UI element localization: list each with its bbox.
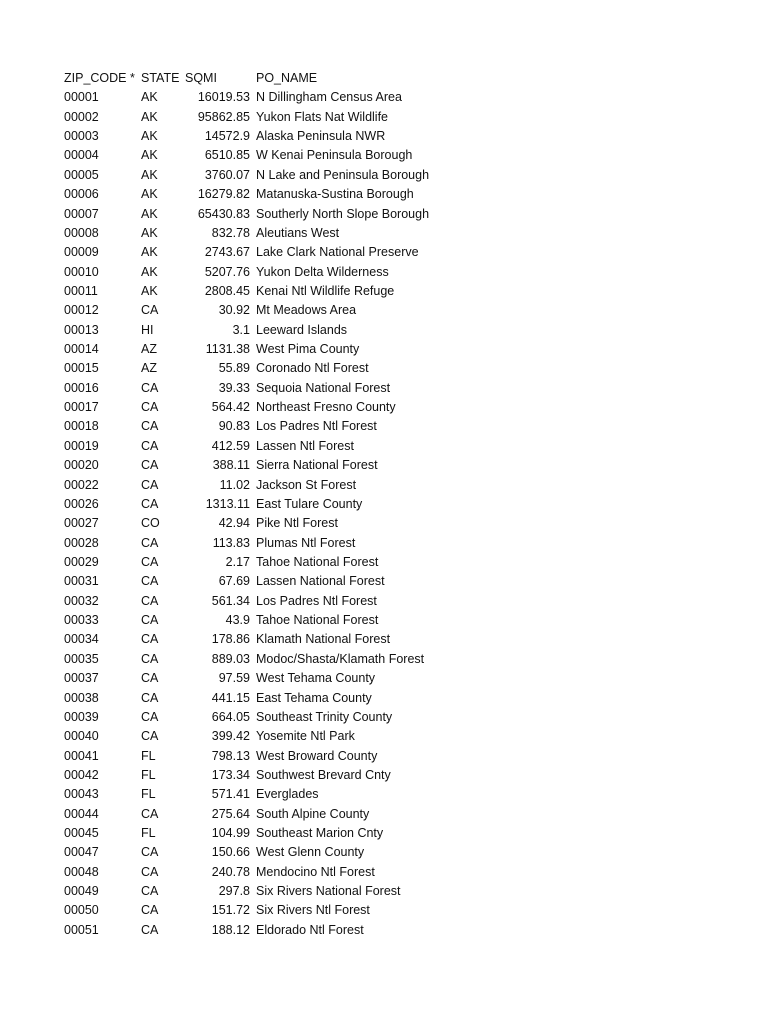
state-cell: AK (141, 283, 158, 298)
state-cell: AK (141, 129, 158, 144)
sqmi-cell: 564.42 (211, 400, 250, 415)
sqmi-cell: 2.17 (225, 554, 250, 569)
zip-code-cell: 00002 (64, 109, 99, 124)
state-cell: HI (141, 322, 154, 337)
zip-code-cell: 00050 (64, 903, 99, 918)
po-name-cell: West Broward County (256, 748, 378, 763)
po-name-cell: Southwest Brevard Cnty (256, 767, 391, 782)
state-cell: CA (141, 613, 159, 628)
zip-code-cell: 00037 (64, 671, 99, 686)
sqmi-cell: 6510.85 (204, 148, 250, 163)
state-cell: CA (141, 729, 159, 744)
sqmi-cell: 16019.53 (197, 90, 250, 105)
state-cell: CA (141, 593, 159, 608)
po-name-cell: Tahoe National Forest (256, 554, 379, 569)
state-cell: FL (141, 826, 156, 841)
sqmi-cell: 889.03 (211, 651, 250, 666)
state-cell: AK (141, 148, 158, 163)
state-cell: AK (141, 187, 158, 202)
zip-code-cell: 00022 (64, 477, 99, 492)
zip-code-cell: 00044 (64, 806, 99, 821)
zip-code-cell: 00008 (64, 225, 99, 240)
state-cell: CO (141, 516, 160, 531)
po-name-cell: Sierra National Forest (256, 458, 378, 473)
po-name-cell: Lassen National Forest (256, 574, 385, 589)
state-cell: CA (141, 496, 159, 511)
state-cell: CA (141, 554, 159, 569)
po-name-cell: Mendocino Ntl Forest (256, 864, 375, 879)
state-cell: CA (141, 632, 159, 647)
sqmi-cell: 104.99 (211, 826, 250, 841)
po-name-cell: Kenai Ntl Wildlife Refuge (256, 283, 395, 298)
zip-code-cell: 00014 (64, 342, 99, 357)
sqmi-cell: 188.12 (211, 922, 250, 937)
state-cell: CA (141, 903, 159, 918)
po-name-cell: Pike Ntl Forest (256, 516, 338, 531)
zip-code-cell: 00041 (64, 748, 99, 763)
zip-code-cell: 00011 (64, 283, 98, 298)
sqmi-cell: 55.89 (218, 361, 250, 376)
sqmi-cell: 14572.9 (204, 129, 250, 144)
header-sqmi: SQMI (185, 71, 217, 85)
sqmi-cell: 151.72 (211, 903, 250, 918)
zip-code-cell: 00006 (64, 187, 99, 202)
sqmi-cell: 39.33 (218, 380, 250, 395)
zip-code-cell: 00005 (64, 167, 99, 182)
header-zip-code: ZIP_CODE * (64, 71, 135, 85)
zip-code-cell: 00049 (64, 884, 99, 899)
zip-code-cell: 00034 (64, 632, 99, 647)
state-cell: CA (141, 922, 159, 937)
zip-code-cell: 00001 (64, 90, 99, 105)
state-cell: CA (141, 690, 159, 705)
state-cell: CA (141, 400, 159, 415)
zip-code-cell: 00048 (64, 864, 99, 879)
state-cell: FL (141, 748, 156, 763)
po-name-cell: Aleutians West (256, 225, 340, 240)
sqmi-cell: 388.11 (212, 458, 250, 473)
zip-code-cell: 00029 (64, 554, 99, 569)
header-state: STATE (141, 71, 180, 85)
zip-code-cell: 00016 (64, 380, 99, 395)
po-name-cell: Plumas Ntl Forest (256, 535, 356, 550)
zip-code-cell: 00047 (64, 845, 99, 860)
zip-code-cell: 00013 (64, 322, 99, 337)
po-name-cell: Lassen Ntl Forest (256, 438, 354, 453)
po-name-cell: West Glenn County (256, 845, 365, 860)
sqmi-cell: 399.42 (211, 729, 250, 744)
zip-code-cell: 00051 (64, 922, 99, 937)
zip-code-cell: 00018 (64, 419, 99, 434)
po-name-cell: Los Padres Ntl Forest (256, 419, 377, 434)
sqmi-cell: 297.8 (218, 884, 250, 899)
po-name-cell: Southerly North Slope Borough (256, 206, 430, 221)
zip-code-cell: 00045 (64, 826, 99, 841)
state-cell: CA (141, 884, 159, 899)
state-cell: CA (141, 574, 159, 589)
sqmi-cell: 43.9 (225, 613, 250, 628)
po-name-cell: West Tehama County (256, 671, 376, 686)
po-name-cell: Mt Meadows Area (256, 303, 357, 318)
po-name-cell: Matanuska-Sustina Borough (256, 187, 414, 202)
state-cell: AZ (141, 361, 157, 376)
zip-code-cell: 00020 (64, 458, 99, 473)
zip-code-cell: 00028 (64, 535, 99, 550)
sqmi-cell: 113.83 (212, 535, 250, 550)
sqmi-cell: 30.92 (218, 303, 250, 318)
po-name-cell: Modoc/Shasta/Klamath Forest (256, 651, 425, 666)
zip-code-cell: 00012 (64, 303, 99, 318)
state-cell: CA (141, 477, 159, 492)
state-cell: CA (141, 458, 159, 473)
po-name-cell: South Alpine County (256, 806, 370, 821)
sqmi-cell: 412.59 (211, 438, 250, 453)
po-name-cell: Yukon Flats Nat Wildlife (256, 109, 388, 124)
po-name-cell: Jackson St Forest (256, 477, 357, 492)
sqmi-cell: 178.86 (211, 632, 250, 647)
po-name-cell: Yosemite Ntl Park (256, 729, 355, 744)
state-cell: CA (141, 438, 159, 453)
po-name-cell: Southeast Trinity County (256, 709, 393, 724)
zip-code-cell: 00007 (64, 206, 99, 221)
sqmi-cell: 1313.11 (205, 496, 250, 511)
state-cell: CA (141, 380, 159, 395)
sqmi-cell: 3.1 (232, 322, 250, 337)
po-name-cell: Six Rivers Ntl Forest (256, 903, 370, 918)
zip-code-cell: 00009 (64, 245, 99, 260)
state-cell: AK (141, 225, 158, 240)
zip-code-cell: 00026 (64, 496, 99, 511)
state-cell: CA (141, 864, 159, 879)
zip-code-cell: 00042 (64, 767, 99, 782)
sqmi-cell: 571.41 (211, 787, 250, 802)
sqmi-cell: 3760.07 (204, 167, 250, 182)
zip-code-cell: 00027 (64, 516, 99, 531)
sqmi-cell: 561.34 (211, 593, 250, 608)
state-cell: CA (141, 419, 159, 434)
state-cell: CA (141, 535, 159, 550)
sqmi-cell: 664.05 (211, 709, 250, 724)
state-cell: AK (141, 90, 158, 105)
sqmi-cell: 65430.83 (197, 206, 250, 221)
state-cell: FL (141, 787, 156, 802)
zip-code-cell: 00043 (64, 787, 99, 802)
state-cell: CA (141, 845, 159, 860)
sqmi-cell: 2743.67 (204, 245, 250, 260)
state-cell: AK (141, 206, 158, 221)
po-name-cell: Six Rivers National Forest (256, 884, 401, 899)
sqmi-cell: 275.64 (211, 806, 250, 821)
po-name-cell: W Kenai Peninsula Borough (256, 148, 413, 163)
po-name-cell: Southeast Marion Cnty (256, 826, 384, 841)
sqmi-cell: 97.59 (218, 671, 250, 686)
state-cell: CA (141, 303, 159, 318)
state-cell: CA (141, 651, 159, 666)
state-cell: CA (141, 671, 159, 686)
sqmi-cell: 150.66 (211, 845, 250, 860)
po-name-cell: Los Padres Ntl Forest (256, 593, 377, 608)
sqmi-cell: 240.78 (211, 864, 250, 879)
zip-code-cell: 00010 (64, 264, 99, 279)
zip-code-cell: 00038 (64, 690, 99, 705)
zip-code-cell: 00032 (64, 593, 99, 608)
po-name-cell: Lake Clark National Preserve (256, 245, 419, 260)
sqmi-cell: 1131.38 (205, 342, 250, 357)
state-cell: AK (141, 109, 158, 124)
state-cell: AK (141, 245, 158, 260)
sqmi-cell: 2808.45 (204, 283, 250, 298)
po-name-cell: West Pima County (256, 342, 360, 357)
zip-code-cell: 00015 (64, 361, 99, 376)
po-name-cell: Sequoia National Forest (256, 380, 391, 395)
sqmi-cell: 441.15 (211, 690, 250, 705)
sqmi-cell: 90.83 (218, 419, 250, 434)
po-name-cell: Northeast Fresno County (256, 400, 396, 415)
po-name-cell: Alaska Peninsula NWR (256, 129, 386, 144)
po-name-cell: East Tulare County (256, 496, 363, 511)
sqmi-cell: 832.78 (211, 225, 250, 240)
zip-code-cell: 00031 (64, 574, 99, 589)
zip-code-cell: 00033 (64, 613, 99, 628)
po-name-cell: Everglades (256, 787, 319, 802)
po-name-cell: N Lake and Peninsula Borough (256, 167, 430, 182)
zip-code-cell: 00017 (64, 400, 99, 415)
sqmi-cell: 173.34 (211, 767, 250, 782)
state-cell: CA (141, 806, 159, 821)
state-cell: AK (141, 264, 158, 279)
zip-code-cell: 00019 (64, 438, 99, 453)
sqmi-cell: 5207.76 (204, 264, 250, 279)
po-name-cell: Yukon Delta Wilderness (256, 264, 389, 279)
sqmi-cell: 16279.82 (197, 187, 250, 202)
po-name-cell: Klamath National Forest (256, 632, 391, 647)
zip-code-cell: 00040 (64, 729, 99, 744)
po-name-cell: N Dillingham Census Area (256, 90, 402, 105)
po-name-cell: Coronado Ntl Forest (256, 361, 369, 376)
header-po-name: PO_NAME (256, 71, 318, 85)
state-cell: FL (141, 767, 156, 782)
sqmi-cell: 42.94 (218, 516, 250, 531)
zip-code-cell: 00035 (64, 651, 99, 666)
po-name-cell: East Tehama County (256, 690, 372, 705)
po-name-cell: Leeward Islands (256, 322, 348, 337)
sqmi-cell: 95862.85 (197, 109, 250, 124)
state-cell: AK (141, 167, 158, 182)
sqmi-cell: 67.69 (218, 574, 250, 589)
zip-code-cell: 00003 (64, 129, 99, 144)
zip-code-cell: 00039 (64, 709, 99, 724)
po-name-cell: Tahoe National Forest (256, 613, 379, 628)
sqmi-cell: 11.02 (219, 477, 250, 492)
state-cell: CA (141, 709, 159, 724)
po-name-cell: Eldorado Ntl Forest (256, 922, 364, 937)
state-cell: AZ (141, 342, 157, 357)
zip-code-cell: 00004 (64, 148, 99, 163)
sqmi-cell: 798.13 (211, 748, 250, 763)
